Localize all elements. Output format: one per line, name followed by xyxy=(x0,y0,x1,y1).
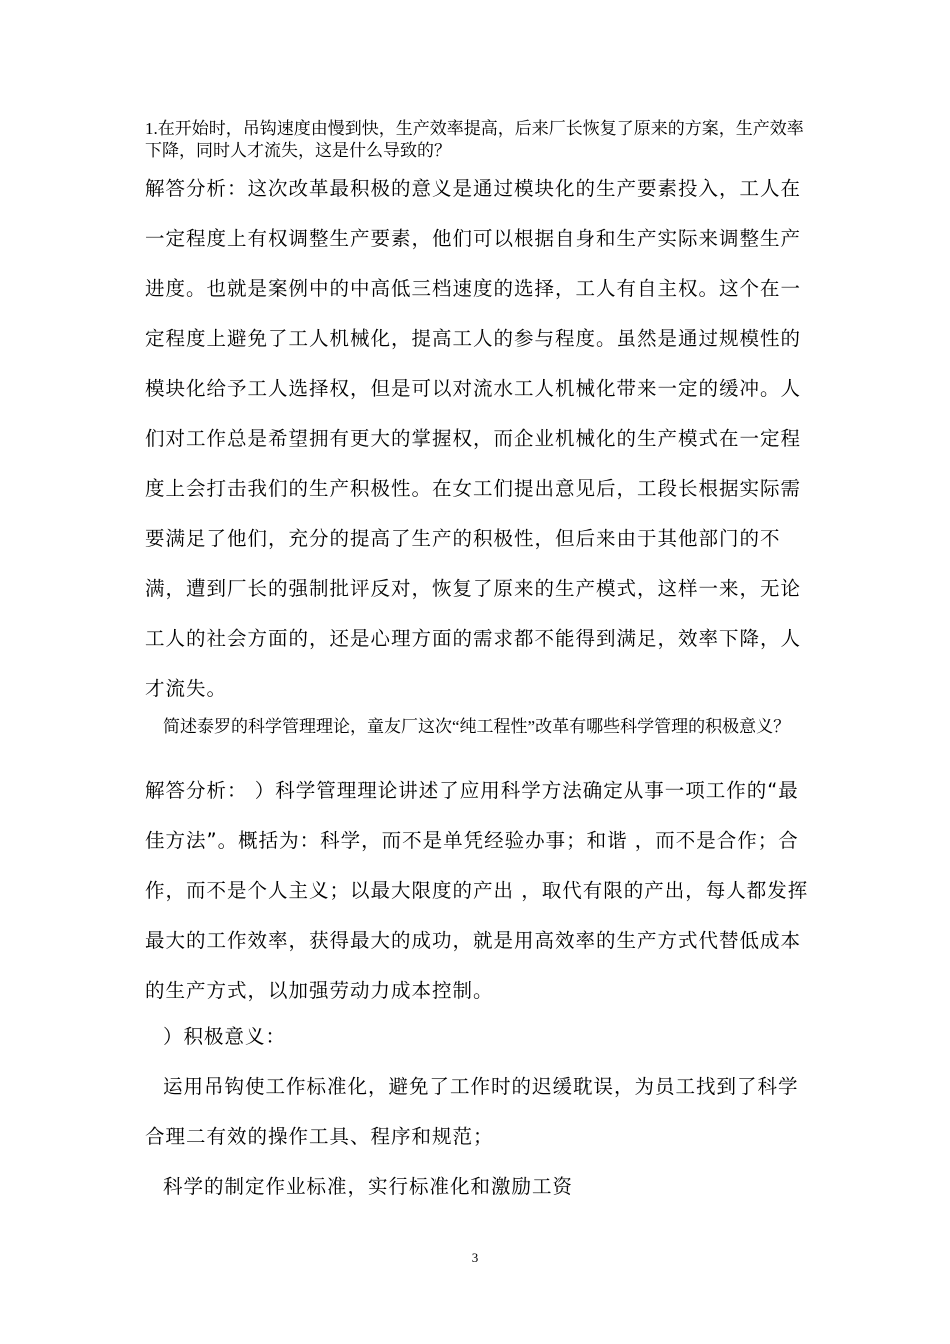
question-2: 简述泰罗的科学管理理论，童友厂这次“纯工程性”改革有哪些科学管理的积极意义？ xyxy=(163,717,791,736)
question-1: 1.在开始时，吊钩速度由慢到快，生产效率提高，后来厂长恢复了原来的方案，生产效率下降，同时人才流失，这是什么导致的？ xyxy=(145,119,804,160)
answer-1: 解答分析：这次改革最积极的意义是通过模块化的生产要素投入，工人在一定程度上有权调整生产要素，他们可以根据自身和生产实际来调整生产进度。也就是案例中的中高低三档速度的选择，工人有自主权。这个在一定程度上避免了工人机械化，提高工人的参与程度。虽然是通过规模性的模块化给予工人选择权，但是可以对流水工人机械化带来一定的缓冲。人们对工作总是希望拥有更大的掌握权，而企业机械化的生产模式在一定程度上会打击我们的生产积极性。在女工们提出意见后，工段长根据实际需要满足了他们，充分的提高了生产的积极性，但后来由于其他部门的不满，遭到厂长的强制批评反对，恢复了原来的生产模式，这样一来，无论工人的社会方面的，还是心理方面的需求都不能得到满足，效率下降，人才流失。 xyxy=(145,177,802,700)
significance-section xyxy=(145,1012,810,1212)
page-number: 3 xyxy=(471,1250,479,1265)
significance-point-1: 运用吊钩使工作标准化，避免了工作时的迟缓耽误，为员工找到了科学合理二有效的操作工具、程序和规范； xyxy=(145,1075,799,1148)
significance-heading: ）积极意义： xyxy=(163,1025,287,1048)
answer-2: 解答分析： ）科学管理理论讲述了应用科学方法确定从事一项工作的“最佳方法”。概括为：科学，而不是单凭经验办事；和谐 ，而不是合作；合作，而不是个人主义；以最大限度的产出 ，取代有限的产出，每人都发挥最大的工作效率，获得最大的成功，就是用高效率的生产方式代替低成本的生产方式，以加强劳动力成本控制。 xyxy=(145,779,809,1002)
significance-point-2: 科学的制定作业标准，实行标准化和激励工资 xyxy=(163,1175,574,1198)
